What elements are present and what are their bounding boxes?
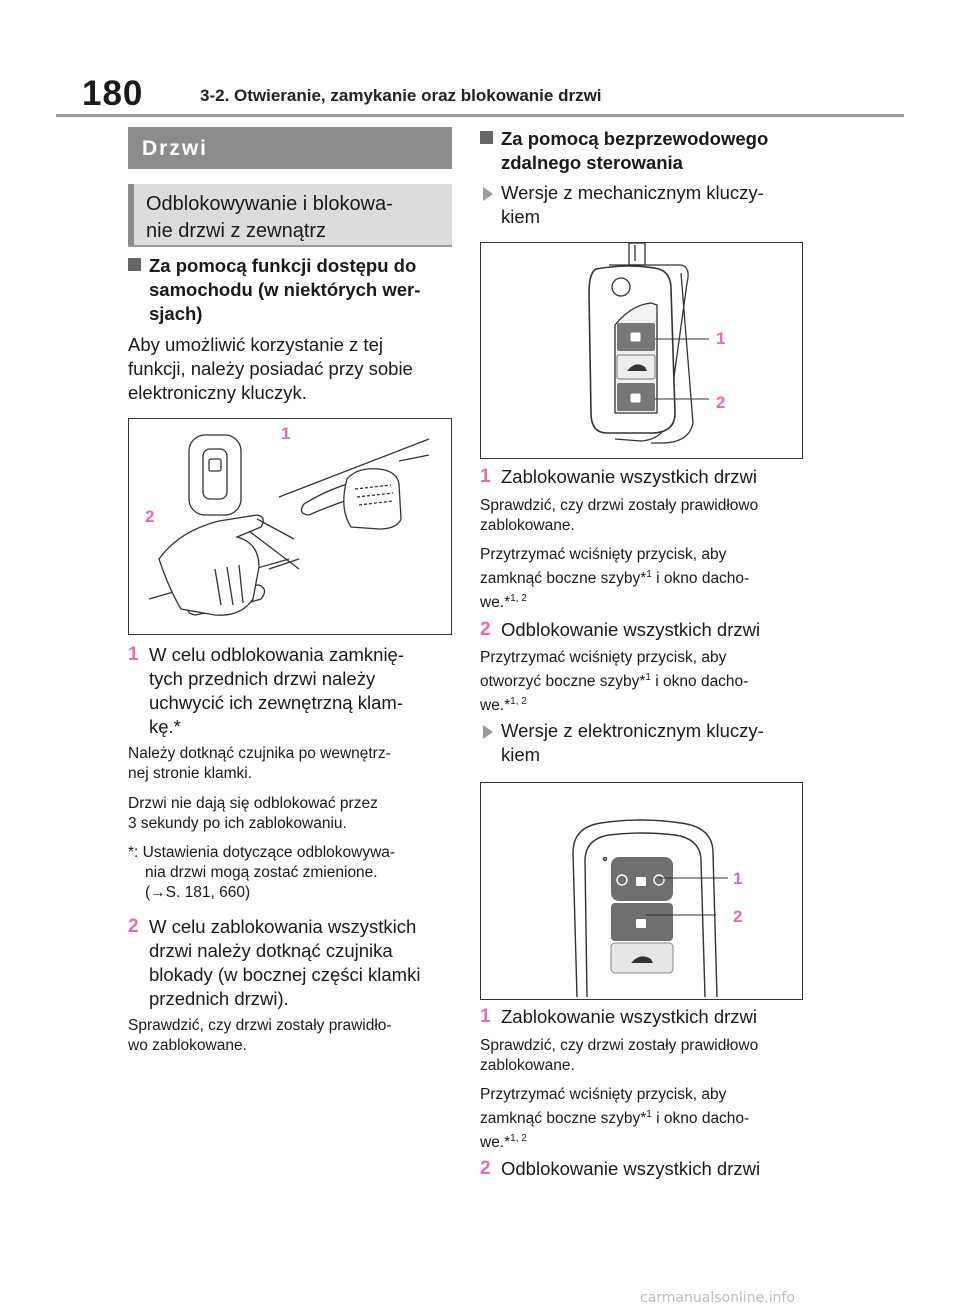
square-bullet-icon (128, 258, 141, 271)
electronic-key-line1: Wersje z elektronicznym kluczy- (501, 720, 764, 741)
item-2-number: 2 (128, 916, 139, 937)
figure-label-1: 1 (733, 869, 743, 888)
note-touch-line1: Należy dotknąć czujnika po wewnętrz- (128, 745, 391, 762)
hold-close-note (480, 545, 820, 613)
mechanical-key-line1: Wersje z mechanicznym kluczy- (501, 182, 764, 203)
hold-close-line3: we.*$^{1, 2}$ (480, 1133, 527, 1152)
item-1-line3: uchwycić ich zewnętrzną klam- (149, 692, 403, 713)
note-check-line2: wo zablokowane. (128, 1037, 247, 1054)
note-delay-line1: Drzwi nie dają się odblokować przez (128, 795, 378, 812)
page-number: 180 (82, 74, 144, 113)
intro-line3: elektroniczny kluczyk. (128, 382, 307, 403)
footnote-line1: *: Ustawienia dotyczące odblokowywa- (128, 844, 396, 861)
mechanical-key-version (480, 181, 820, 229)
item-2-line1: W celu zablokowania wszystkich (149, 916, 417, 937)
electronic-key-version (480, 719, 820, 767)
mechanical-key-figure (480, 242, 803, 459)
subsection-heading-line2: nie drzwi z zewnątrz (146, 220, 327, 242)
hold-open-line2: otworzyć boczne szyby*$^1$ i okno dacho- (480, 672, 749, 691)
note-touch-line2: nej stronie klamki. (128, 765, 253, 782)
check-line2: zablokowane. (480, 517, 575, 534)
intro-line1: Aby umożliwić korzystanie z tej (128, 334, 383, 355)
check-line2: zablokowane. (480, 1057, 575, 1074)
note-check-line1: Sprawdzić, czy drzwi zostały prawidło- (128, 1017, 392, 1034)
subsection-heading (128, 184, 452, 246)
watermark: carmanualsonline.info (640, 1290, 795, 1306)
unlock-all-doors-item (480, 618, 820, 642)
lock-title: Zablokowanie wszystkich drzwi (501, 466, 758, 487)
hold-open-note (480, 648, 820, 716)
hold-close-line2: zamknąć boczne szyby*$^1$ i okno dacho- (480, 1109, 750, 1128)
check-line1: Sprawdzić, czy drzwi zostały prawidłowo (480, 497, 759, 514)
note-delay (128, 794, 458, 834)
item-1-line4: kę.* (149, 716, 181, 737)
triangle-bullet-icon (483, 187, 493, 201)
mechanical-key-illustration (481, 243, 801, 457)
lock-title: Zablokowanie wszystkich drzwi (501, 1006, 758, 1027)
figure-label-1: 1 (281, 424, 291, 443)
footnote (128, 843, 458, 903)
item-2-line4: przednich drzwi). (149, 988, 289, 1009)
smart-access-heading-line2: samochodu (w niektórych wer- (149, 279, 421, 300)
electronic-key-line2: kiem (501, 744, 541, 765)
unlock-number: 2 (480, 619, 491, 640)
footnote-line3: (→S. 181, 660) (145, 884, 251, 901)
item-2 (128, 915, 458, 1011)
lock-all-doors-item-electronic (480, 1005, 820, 1029)
hold-close-line3: we.*$^{1, 2}$ (480, 593, 527, 612)
footnote-line2: nia drzwi mogą zostać zmienione. (145, 864, 378, 881)
mechanical-key-line2: kiem (501, 206, 541, 227)
hold-close-line1: Przytrzymać wciśnięty przycisk, aby (480, 1086, 727, 1103)
item-2-line3: blokady (w bocznej części klamki (149, 964, 421, 985)
electronic-key-figure (480, 782, 803, 1000)
item-1-line2: tych przednich drzwi należy (149, 668, 376, 689)
hold-open-line1: Przytrzymać wciśnięty przycisk, aby (480, 649, 727, 666)
intro-paragraph (128, 333, 458, 405)
hold-close-line1: Przytrzymać wciśnięty przycisk, aby (480, 546, 727, 563)
check-locked-note-electronic (480, 1036, 820, 1076)
subsection-rule (128, 245, 452, 247)
figure-label-2: 2 (733, 907, 743, 926)
remote-heading-line1: Za pomocą bezprzewodowego (501, 128, 769, 149)
smart-access-heading-line1: Za pomocą funkcji dostępu do (149, 255, 417, 276)
unlock-title: Odblokowanie wszystkich drzwi (501, 619, 761, 640)
item-1 (128, 643, 458, 739)
check-locked-note (480, 496, 820, 536)
note-touch-sensor (128, 744, 458, 784)
smart-access-heading-line3: sjach) (149, 303, 203, 324)
note-check-locked (128, 1016, 458, 1056)
chapter-heading: Drzwi (128, 127, 452, 169)
lock-number: 1 (480, 466, 491, 487)
hold-close-line2: zamknąć boczne szyby*$^1$ i okno dacho- (480, 569, 750, 588)
square-bullet-icon (480, 131, 493, 144)
header-rule (56, 114, 904, 117)
section-title: 3-2. Otwieranie, zamykanie oraz blokowanie drzwi (200, 86, 602, 105)
door-handle-illustration (129, 419, 450, 633)
item-1-line1: W celu odblokowania zamknię- (149, 644, 405, 665)
remote-heading-line2: zdalnego sterowania (501, 152, 683, 173)
smart-access-heading (128, 254, 458, 326)
item-1-number: 1 (128, 644, 139, 665)
subsection-heading-line1: Odblokowywanie i blokowa- (146, 193, 393, 215)
figure-label-2: 2 (716, 393, 726, 412)
item-2-line2: drzwi należy dotknąć czujnika (149, 940, 393, 961)
check-line1: Sprawdzić, czy drzwi zostały prawidłowo (480, 1037, 759, 1054)
lock-all-doors-item (480, 465, 820, 489)
lock-number: 1 (480, 1006, 491, 1027)
electronic-key-illustration (481, 783, 801, 998)
unlock-all-doors-item-electronic (480, 1157, 820, 1181)
hold-open-line3: we.*$^{1, 2}$ (480, 696, 527, 715)
figure-label-2: 2 (145, 507, 155, 526)
hold-close-note-electronic (480, 1085, 820, 1153)
intro-line2: funkcji, należy posiadać przy sobie (128, 358, 413, 379)
unlock-title: Odblokowanie wszystkich drzwi (501, 1158, 761, 1179)
figure-label-1: 1 (716, 329, 726, 348)
triangle-bullet-icon (483, 725, 493, 739)
unlock-number: 2 (480, 1158, 491, 1179)
note-delay-line2: 3 sekundy po ich zablokowaniu. (128, 815, 347, 832)
remote-heading (480, 127, 820, 175)
door-handle-figure (128, 418, 452, 635)
